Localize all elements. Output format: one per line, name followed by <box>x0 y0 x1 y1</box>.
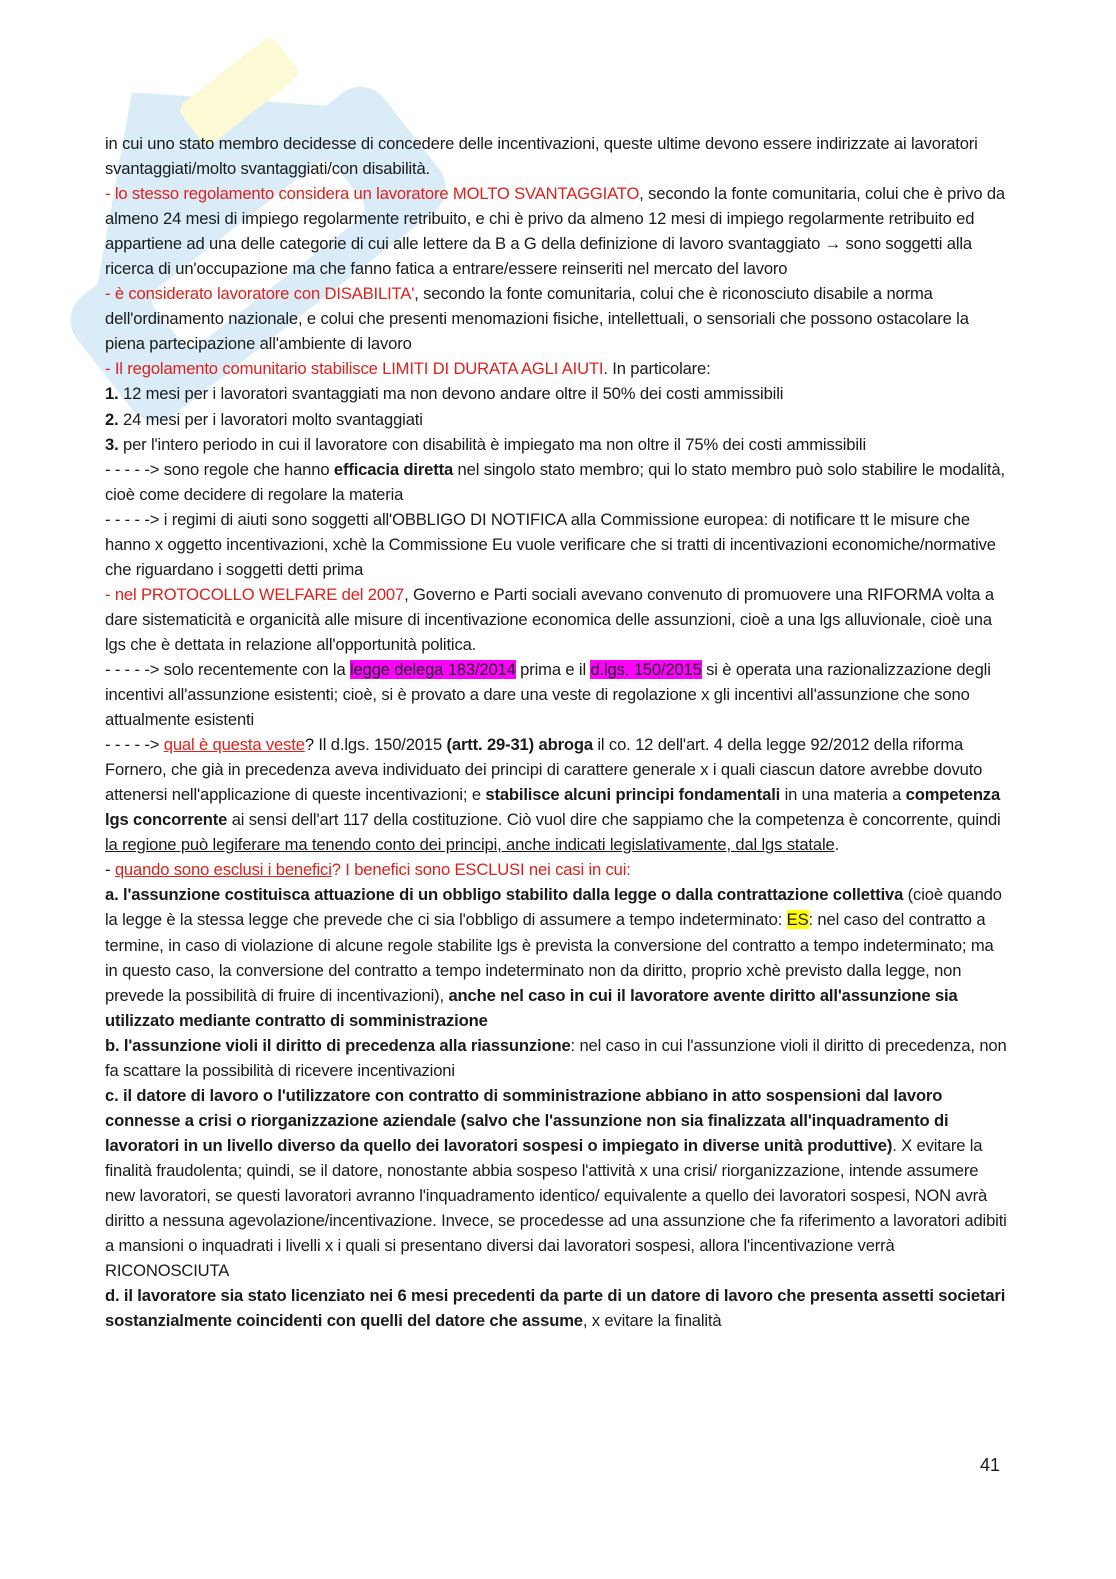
paragraph-efficacia-diretta: - - - - -> sono regole che hanno efficacia diretta nel singolo stato membro; qui lo stato membro può solo stabilire le modalità, cioè come decidere di regolare la materia <box>105 459 1005 504</box>
list-item: 3. per l'intero periodo in cui il lavoratore con disabilità è impiegato ma non oltre il 75% dei costi ammissibili <box>105 434 866 454</box>
list-item: 2. 24 mesi per i lavoratori molto svantaggiati <box>105 409 423 429</box>
paragraph-obbligo-notifica: - - - - -> i regimi di aiuti sono soggetti all'OBBLIGO DI NOTIFICA alla Commissione europea: di notificare tt le misure che hanno x oggetto incentivazioni, xchè la Commissione Eu vuole verificare che si tratti di incentivazioni economiche/normative che riguardano i soggetti detti prima <box>105 509 996 579</box>
list-item: 1. 12 mesi per i lavoratori svantaggiati ma non devono andare oltre il 50% dei costi ammissibili <box>105 384 784 404</box>
list-item-d: d. il lavoratore sia stato licenziato nei 6 mesi precedenti da parte di un datore di lavoro che presenta assetti societari sostanzialmente coincidenti con quelli del datore che assume, x evitare la finalità <box>105 1286 1006 1331</box>
list-item-b: b. l'assunzione violi il diritto di precedenza alla riassunzione: nel caso in cui l'assunzione violi il diritto di precedenza, non fa scattare la possibilità di ricevere incentivazioni <box>105 1035 1007 1080</box>
paragraph-limiti-durata: - Il regolamento comunitario stabilisce LIMITI DI DURATA AGLI AIUTI. In particolare: <box>105 359 711 379</box>
paragraph-molto-svantaggiato: - lo stesso regolamento considera un lavoratore MOLTO SVANTAGGIATO, secondo la fonte comunitaria, colui che è privo da almeno 24 mesi di impiego regolarmente retribuito, e chi è privo da almeno 12 mesi di impiego regolarmente retribuito ed appartiene ad una delle categorie di cui alle lettere da B a G della definizione di lavoro svantaggiato → sono soggetti alla ricerca di un'occupazione ma che fanno fatica a entrare/essere reinseriti nel mercato del lavoro <box>105 184 1006 279</box>
paragraph-intro: in cui uno stato membro decidesse di concedere delle incentivazioni, queste ultime devono essere indirizzate ai lavoratori svantaggiati/molto svantaggiati/con disabilità. <box>105 134 978 179</box>
paragraph-disabilita: - è considerato lavoratore con DISABILITA', secondo la fonte comunitaria, colui che è riconosciuto disabile a norma dell'ordinamento nazionale, e colui che presenti menomazioni fisiche, intellettuali, o sensoriali che possono ostacolare la piena partecipazione all'ambiente di lavoro <box>105 284 969 354</box>
paragraph-veste: - - - - -> qual è questa veste? Il d.lgs. 150/2015 (artt. 29-31) abroga il co. 12 dell'art. 4 della legge 92/2012 della riforma Fornero, che già in precedenza aveva individuato dei principi di carattere generale x i quali ciascun datore avrebbe dovuto attenersi nell'applicazione di queste incentivazioni; e stabilisce alcuni principi fondamentali in una materia a competenza lgs concorrente ai sensi dell'art 117 della costituzione. Ciò vuol dire che sappiamo che la competenza è concorrente, quindi la regione può legiferare ma tenendo conto dei principi, anche indicati legislativamente, dal lgs statale. <box>105 735 1001 855</box>
list-item-a: a. l'assunzione costituisca attuazione di un obbligo stabilito dalla legge o dalla contrattazione collettiva (cioè quando la legge è la stessa legge che prevede che ci sia l'obbligo di assumere a tempo indeterminato: ES: nel caso del contratto a termine, in caso di violazione di alcune regole stabilite lgs è prevista la conversione del contratto a tempo indeterminato; ma in questo caso, la conversione del contratto a tempo indeterminato non da diritto, proprio xchè previsto dalla legge, non prevede la possibilità di fruire di incentivazioni), anche nel caso in cui il lavoratore avente diritto all'assunzione sia utilizzato mediante contratto di somministrazione <box>105 885 1002 1030</box>
paragraph-legge-delega: - - - - -> solo recentemente con la legge delega 183/2014 prima e il d.lgs. 150/2015 si è operata una razionalizzazione degli incentivi all'assunzione esistenti; cioè, si è provato a dare una veste di regolazione x gli incentivi all'assunzione che sono attualmente esistenti <box>105 659 991 730</box>
page-number: 41 <box>980 1455 1001 1475</box>
list-item-c: c. il datore di lavoro o l'utilizzatore con contratto di somministrazione abbiano in atto sospensioni dal lavoro connesse a crisi o riorganizzazione aziendale (salvo che l'assunzione non sia finalizzata all'inquadramento di lavoratori in un livello diverso da quello dei lavoratori sospesi o impiegato in diverse unità produttive). X evitare la finalità fraudolenta; quindi, se il datore, nonostante abbia sospeso l'attività x una crisi/ riorganizzazione, intende assumere new lavoratori, se questi lavoratori avranno l'inquadramento identico/ equivalente a quello dei lavoratori sospesi, NON avrà diritto a nessuna agevolazione/incentivazione. Invece, se procedesse ad una assunzione che fa riferimento a lavoratori adibiti a mansioni o inquadrati i livelli x i quali si presentano diversi dai lavoratori sospesi, allora l'incentivazione verrà RICONOSCIUTA <box>105 1085 1007 1281</box>
paragraph-benefici-esclusi: - quando sono esclusi i benefici? I benefici sono ESCLUSI nei casi in cui: <box>105 860 631 880</box>
document-body <box>105 131 1010 1333</box>
paragraph-protocollo-welfare: - nel PROTOCOLLO WELFARE del 2007, Governo e Parti sociali avevano convenuto di promuovere una RIFORMA volta a dare sistematicità e organicità alle misure di incentivazione economica delle assunzioni, cioè a una lgs alluvionale, cioè una lgs che è dettata in relazione all'opportunità politica. <box>105 584 994 654</box>
